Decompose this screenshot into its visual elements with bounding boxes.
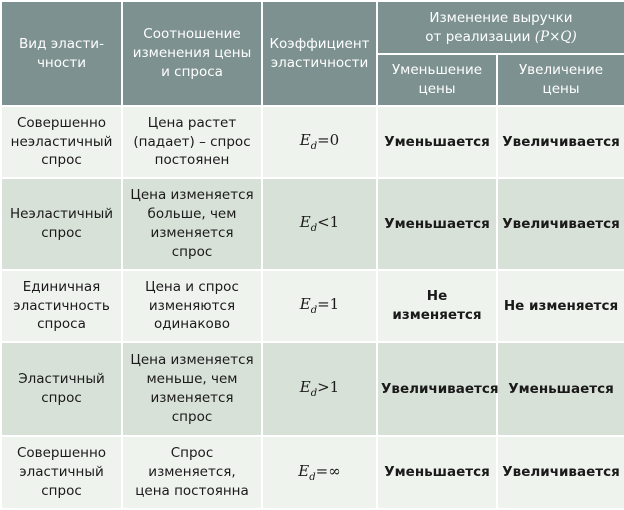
cell-price-demand-ratio: Цена изменяется больше, чем изменяется спрос [122,178,262,270]
cell-coefficient [262,436,377,509]
cell-coefficient [262,342,377,436]
cell-revenue-on-decrease: Уменьшается [377,436,497,509]
coef-subscript: d [310,223,318,234]
table-row [1,106,624,178]
coef-relation: =0 [317,131,340,149]
cell-elasticity-type: Совершенно неэластичный спрос [1,106,122,178]
cell-elasticity-type: Совершенно эластичный спрос [1,436,122,509]
cell-elasticity-type: Эластичный спрос [1,342,122,436]
header-elasticity-coefficient: Коэффициент эластичности [262,1,377,106]
header-price-increase: Увеличение цены [497,54,624,106]
cell-price-demand-ratio: Спрос изменяется, цена постоянна [122,436,262,509]
cell-revenue-on-decrease: Увеличивается [377,342,497,436]
table-header [1,1,624,106]
coef-relation: <1 [317,213,340,231]
cell-revenue-on-increase: Не изменяется [497,270,624,342]
header-revenue-formula: (P×Q) [534,28,577,45]
coef-subscript: d [310,388,318,399]
header-elasticity-type: Вид эласти- чности [1,1,122,106]
cell-revenue-on-increase: Увеличивается [497,106,624,178]
cell-revenue-on-increase: Увеличивается [497,178,624,270]
cell-revenue-on-increase: Уменьшается [497,342,624,436]
cell-elasticity-type: Единичная эластичность спроса [1,270,122,342]
table-row [1,436,624,509]
header-revenue-change-label: Изменение выручки от реализации [425,9,573,45]
cell-revenue-on-decrease: Уменьшается [377,178,497,270]
coef-variable: E [299,131,311,149]
coef-subscript: d [310,141,318,152]
cell-price-demand-ratio: Цена растет (падает) – спрос постоянен [122,106,262,178]
cell-revenue-on-decrease: Не изменяется [377,270,497,342]
coef-variable: E [298,461,310,480]
coef-relation: >1 [317,378,340,396]
cell-revenue-on-increase: Увеличивается [497,436,624,509]
coef-variable: E [299,295,311,313]
header-price-decrease: Уменьшение цены [377,54,497,106]
cell-coefficient [262,270,377,342]
cell-coefficient [262,178,377,270]
table-row [1,178,624,270]
cell-price-demand-ratio: Цена изменяется меньше, чем изменяется спрос [122,342,262,436]
table-row [1,342,624,436]
coef-subscript: d [310,305,318,316]
coef-subscript: d [309,471,316,483]
coef-relation: =∞ [315,461,341,480]
cell-price-demand-ratio: Цена и спрос изменяются одинаково [122,270,262,342]
coef-variable: E [299,213,311,231]
coef-variable: E [299,378,311,396]
cell-coefficient [262,106,377,178]
coef-relation: =1 [317,295,340,313]
cell-revenue-on-decrease: Уменьшается [377,106,497,178]
header-revenue-change [377,1,624,54]
header-price-demand-ratio: Соотношение изменения цены и спроса [122,1,262,106]
table-row [1,270,624,342]
cell-elasticity-type: Неэластичный спрос [1,178,122,270]
